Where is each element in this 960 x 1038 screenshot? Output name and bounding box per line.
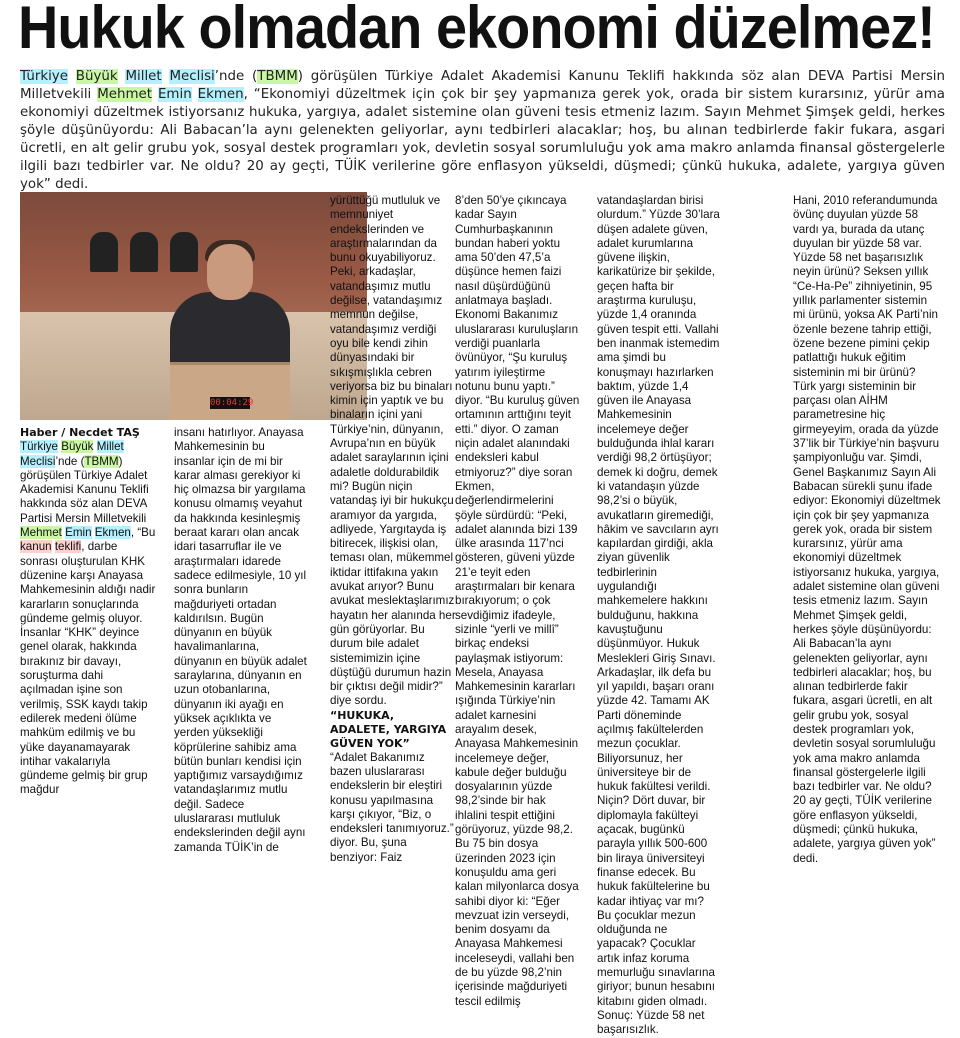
column-text-part: ’nde (: [55, 454, 85, 468]
highlight-word: Türkiye: [20, 69, 68, 84]
highlight-word: Meclisi: [20, 454, 56, 468]
highlight-word: TBMM: [257, 69, 298, 84]
article-column-2: [174, 426, 307, 855]
article-column-3: [330, 194, 456, 865]
highlight-word: Emin: [65, 526, 92, 540]
podium-timer: 00:04:29: [210, 398, 254, 408]
background-person: [170, 232, 198, 272]
lectern: [170, 362, 290, 420]
column-text: Hani, 2010 referandumunda övünç duyulan yüzde 58 vardı ya, burada da utanç duyulan bir yüzde 58 var. Yüzde 58 net başarısızlık neyin ürünü? Seksen yıllık “Ce-Ha-Pe” zihniyetinin, 95 yıllık parlamenter sistemin mi ürünü, yoksa AK Parti’nin özenle bezene tahrip ettiği, özene bezene pimini çekip patlattığı hukuk eğitim sisteminin mi bir ürünü? Türk yargı sisteminin bir parçası olan AİHM parametresine hiç girmeyeyim, orada da yüzde 37’lik bir Türkiye’nin başvuru şampiyonluğu var. Şimdi, Genel Başkanımız Sayın Ali Babacan sürekli şunu ifade ediyor: Ekonomiyi düzeltmek için çok bir şey yapmanıza gerek yok, orada bir sistem kurarsınız, yürür ama ekonomiyi düzeltmek istiyorsanız hukuka, yargıya, adalet sistemine olan güveni tesis etmeniz lazım. Sayın Mehmet Şimşek geldi, herkes şöyle düşünüyordu: Ali Babacan’la aynı gelenekten geliyorlar, aynı tedbirleri alacaklar; hoş, bu alınan tedbirlerde fakir fukara, asgari ücretli, en alt gelir grubu yok, sosyal destek programları yok, devletin sosyal sorumluluğu yok ama makro anlamda finansal göstergelerle ilgili bazı tedbirler var. Ne oldu? 20 ay geçti, TÜİK verilerine göre enflasyon yükseldi, düşmedi; çünkü hukuka, adalete, yargıya güven yok” dedi.: [793, 194, 941, 865]
lead-paragraph: [20, 68, 945, 194]
lead-text: ’nde (: [214, 69, 258, 84]
highlight-word: Emin: [157, 87, 192, 102]
highlight-word: kanun: [20, 540, 52, 554]
highlight-word: Ekmen: [94, 526, 131, 540]
article-column-6: [793, 194, 941, 866]
article-column-5: [597, 194, 720, 1038]
highlight-word: Ekmen: [197, 87, 244, 102]
section-subheading: “HUKUKA, ADALETE, YARGIYA GÜVEN YOK”: [330, 708, 447, 750]
column-text: yürüttüğü mutluluk ve memnuniyet endekslerinden ve araştırmalarından da bunu okuyabiliyoruz. Peki, arkadaşlar, vatandaşımız mutlu değilse, vatandaşımız memnun değilse, vatandaşımız verdiği oyu bile kendi zihin dünyasındaki bir sıkışmışlıkla cebren veriyorsa biz bu binaları kimin için yaptık ve bu binaların içini yani Türkiye’nin, dünyanın, Avrupa’nın en büyük adalet saraylarının içini adaletle doldurabildik mi? Bugün niçin vatandaş iyi bir hukukçu aramıyor da yargıda, adliyede, Yargıtayda iş bitirecek, ilişkisi olan, teması olan, mükemmel iktidar ittifakına yakın avukat arıyor? Bunu avukat meslektaşlarımız hayatın her alanında her gün görüyorlar. Bu durum bile adalet sistemimizin içine düştüğü durumun hazin bir çıktısı değil midir?” diye sordu.: [330, 194, 456, 708]
lead-text: , “Ekonomiyi düzeltmek için çok bir şey yapmanıza gerek yok, orada bir sistem kurarsınız, yürür ama ekonomiyi düzeltmek istiyorsanız hukuka, yargıya, adalet sistemine olan güveni tesis etmeniz lazım. Sayın Mehmet Şimşek geldi, herkes şöyle düşünüyordu: Ali Babacan’la aynı gelenekten geliyorlar, aynı tedbirleri alacaklar; hoş, bu alınan tedbirlerde fakir fukara, asgari ücretli, en alt gelir grubu yok, sosyal destek programları yok, devletin sosyal sorumluluğu yok ama makro anlamda finansal göstergelerle ilgili bazı tedbirler var. Ne oldu? 20 ay geçti, TÜİK verilerine göre enflasyon yükseldi, düşmedi; çünkü hukuka, adalete, yargıya güven yok” dedi.: [20, 87, 945, 192]
background-person: [90, 232, 118, 272]
highlight-word: teklifi: [54, 540, 82, 554]
column-text-part: , darbe sonrası oluşturulan KHK düzenine karşı Anayasa Mahkemesinin aldığı nadir kararların sonuçlarında gündeme gelmiş oluyor. İnsanlar “KHK” deyince genel olarak, hakkında bırakınız bir davayı, soruşturma dahi açılmadan işine son verilmiş, SSK kaydı takip edilerek medeni ölüme mahküm edilmiş ve bu yüke dayanamayarak intihar vakalarıyla gündeme gelmiş bir grup mağdur: [20, 540, 156, 797]
byline: Haber / Necdet TAŞ: [20, 426, 140, 439]
highlight-word: Türkiye: [20, 440, 59, 454]
article-column-4: [455, 194, 581, 1009]
highlight-word: Millet: [96, 440, 124, 454]
lead-text: ) görüşülen Türkiye Adalet Akademisi Kanunu Teklifi hakkında söz alan DEVA Partisi Mersin Milletvekili: [20, 69, 946, 102]
highlight-word: Mehmet: [20, 526, 62, 540]
highlight-word: Millet: [125, 69, 162, 84]
column-text-part: ) görüşülen Türkiye Adalet Akademisi Kanunu Teklifi hakkında söz alan DEVA Partisi Mersin Milletvekili: [20, 454, 149, 525]
column-text: insanı hatırlıyor. Anayasa Mahkemesinin bu insanlar için de mi bir karar alması gerekiyor ki hiç olmazsa bir yargılama konusu olmamış veyahut da hakkında kesinleşmiş beraat kararı olan ancak idari tasarruflar ile ve araştırmaları idarede sadece edilmesiyle, 10 yıl sonra bunların mağduriyeti ortadan kaldırılsın. Bugün dünyanın en büyük havalimanlarına, dünyanın en büyük adalet saraylarına, dünyanın en uzun otobanlarına, dünyanın iki ayağı en yüksek açıklıkta ve yerden yüksekliği köprülerine sahibiz ama bütün bunları kendisi için yaptığımız varsaydığımız vatandaşlarımız mutlu değil. Sadece uluslararası mutluluk endekslerinden değil aynı zamanda TÜİK’in de: [174, 426, 307, 854]
column-text: “Adalet Bakanımız bazen uluslararası endekslerin bir eleştiri konusu yapılmasına karşı çıkıyor, “Biz, o endeksleri tanımıyoruz.” diyor. Bu, şuna benziyor: Faiz: [330, 750, 454, 864]
column-text-part: , “Bu: [130, 526, 156, 540]
highlight-word: Büyük: [75, 69, 118, 84]
background-person: [130, 232, 158, 272]
column-text: 8’den 50’ye çıkıncaya kadar Sayın Cumhurbaşkanının bundan haberi yoktu ama 50’den 47,5’a düşünce hemen faizi nasıl düşürdüğünü anlatmaya başladı. Ekonomi Bakanımız uluslararası kuruluşların verdiği puanlarla övünüyor, “Şu kuruluş yatırım iyileştirme notunu bunu yaptı.” diyor. “Bu kuruluş güven ortamının arttığını teyit etti.” diyor. O zaman niçin adalet alanındaki endeksleri kabul etmiyoruz?” diye soran Ekmen, değerlendirmelerini şöyle sürdürdü: “Peki, adalet alanında bizi 139 ülke arasında 117’nci gösteren, güveni yüzde 21’e teyit eden araştırmaları bir kenara bırakıyorum; o çok sevdiğimiz ifadeyle, sizinle “yerli ve millî” birkaç endeksi paylaşmak istiyorum: Mesela, Anayasa Mahkemesinin kararları ışığında Türkiye’nin adalet karnesini arayalım desek, Anayasa Mahkemesinin incelemeye değer, kabule değer bulduğu dosyalarının yüzde 98,2’sinde bir hak ihlalini tespit ettiğini görüyoruz, yüzde 98,2. Bu 75 bin dosya üzerinden 2023 için konuşuldu ama geri kalan milyonlarca dosya sahibi diyor ki: “Eğer mevzuat izin verseydi, benim dosyamı da Anayasa Mahkemesi inceleseydi, vallahi ben de bu yüzde 98,2’nin içerisinde mağduriyeti tescil edilmiş: [455, 194, 580, 1008]
highlight-word: Meclisi: [169, 69, 215, 84]
speaker-head: [207, 244, 253, 300]
page-title: Hukuk olmadan ekonomi düzelmez!: [18, 0, 935, 61]
highlight-word: TBMM: [84, 454, 119, 468]
article-column-1: [20, 426, 158, 798]
column-text: [20, 440, 158, 797]
highlight-word: Büyük: [61, 440, 94, 454]
article-photo: [20, 192, 367, 420]
column-text: vatandaşlardan birisi olurdum.” Yüzde 30’lara düşen adalete güven, adalet kurumlarına güvene ilişkin, karikatürize bir şekilde, geçen hafta bir araştırma kuruluşu, yüzde 1,4 oranında güven tespit etti. Vallahi ben inanmak istemedim ama şimdi bu konuşmayı hazırlarken baktım, yüzde 1,4 güven ile Anayasa Mahkemesinin incelemeye değer bulduğunda ihlal kararı verdiği 98,2 örtüşüyor; demek ki doğru, demek ki vatandaşın yüzde 98,2’si o büyük, avukatların giremediği, hâkim ve savcıların ayrı kapılardan girdiği, akla ziyan güvenlik tedbirlerinin uygulandığı mahkemelere hakkını bulduğunu, hakkına kavuştuğunu düşünmüyor. Hukuk Meslekleri Giriş Sınavı. Arkadaşlar, ilk defa bu yıl yapıldı, başarı oranı yüzde 42. Tamamı AK Parti döneminde açılmış fakültelerden mezun çocuklar. Biliyorsunuz, her üniversiteye bir de hukuk fakültesi verildi. Niçin? Dört duvar, bir diplomayla fakülteyi açacak, bugünkü parayla yıllık 500-600 bin liraya üniversiteyi finanse edecek. Bu hukuk fakültelerine bu kadar ihtiyaç var mı? Bu çocuklar mezun olduğunda ne yapacak? Çocuklar artık infaz koruma memurluğu sınavlarına giriyor; bunun hesabını kitabını giden olmadı. Sonuç: Yüzde 58 net başarısızlık.: [597, 194, 720, 1037]
highlight-word: Mehmet: [97, 87, 153, 102]
